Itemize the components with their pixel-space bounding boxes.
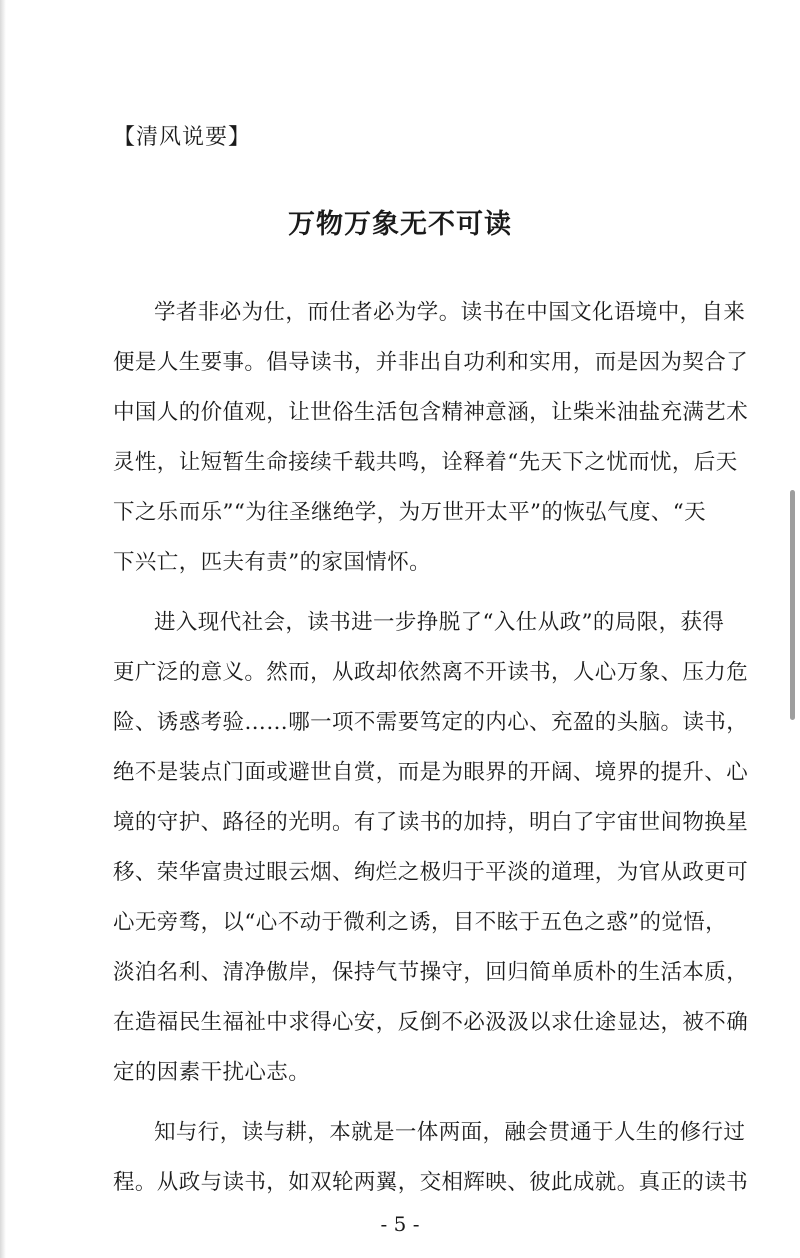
text-line: 在造福民生福祉中求得心安，反倒不必汲汲以求仕途显达，被不确: [113, 1010, 749, 1035]
text-line: 心无旁骛，以“心不动于微利之诱，目不眩于五色之惑”的觉悟，: [113, 910, 728, 935]
text-line: 境的守护、路径的光明。有了读书的加持，明白了宇宙世间物换星: [113, 810, 749, 835]
text-line: 程。从政与读书，如双轮两翼，交相辉映、彼此成就。真正的读书: [113, 1170, 749, 1195]
text-line: 中国人的价值观，让世俗生活包含精神意涵，让柴米油盐充满艺术: [113, 400, 749, 425]
text-line: 绝不是装点门面或避世自赏，而是为眼界的开阔、境界的提升、心: [113, 760, 749, 785]
text-line: 下之乐而乐”“为往圣继绝学，为万世开太平”的恢弘气度、“天: [113, 500, 707, 525]
text-line: 险、诱惑考验……哪一项不需要笃定的内心、充盈的头脑。读书，: [113, 710, 749, 735]
text-line: 知与行，读与耕，本就是一体两面，融会贯通于人生的修行过: [154, 1120, 746, 1145]
text-line: 学者非必为仕，而仕者必为学。读书在中国文化语境中，自来: [154, 300, 746, 325]
article-body: [113, 288, 749, 1208]
section-tag: 【清风说要】: [113, 125, 252, 150]
text-line: 灵性，让短暂生命接续千载共鸣，诠释着“先天下之忧而忧，后天: [113, 450, 738, 475]
text-line: 淡泊名利、清净傲岸，保持气节操守，回归简单质朴的生活本质，: [113, 960, 749, 985]
article-title: 万物万象无不可读: [288, 209, 512, 240]
text-line: 便是人生要事。倡导读书，并非出自功利和实用，而是因为契合了: [113, 350, 749, 375]
text-line: 更广泛的意义。然而，从政却依然离不开读书，人心万象、压力危: [113, 660, 749, 685]
text-line: 移、荣华富贵过眼云烟、绚烂之极归于平淡的道理，为官从政更可: [113, 860, 749, 885]
page-edge-shadow: [0, 0, 6, 1258]
page-number: - 5 -: [380, 1212, 420, 1236]
text-line: 进入现代社会，读书进一步挣脱了“入仕从政”的局限，获得: [154, 610, 725, 635]
text-line: 定的因素干扰心志。: [113, 1060, 311, 1085]
scrollbar-thumb[interactable]: [790, 490, 795, 720]
text-line: 下兴亡，匹夫有责”的家国情怀。: [113, 550, 431, 575]
